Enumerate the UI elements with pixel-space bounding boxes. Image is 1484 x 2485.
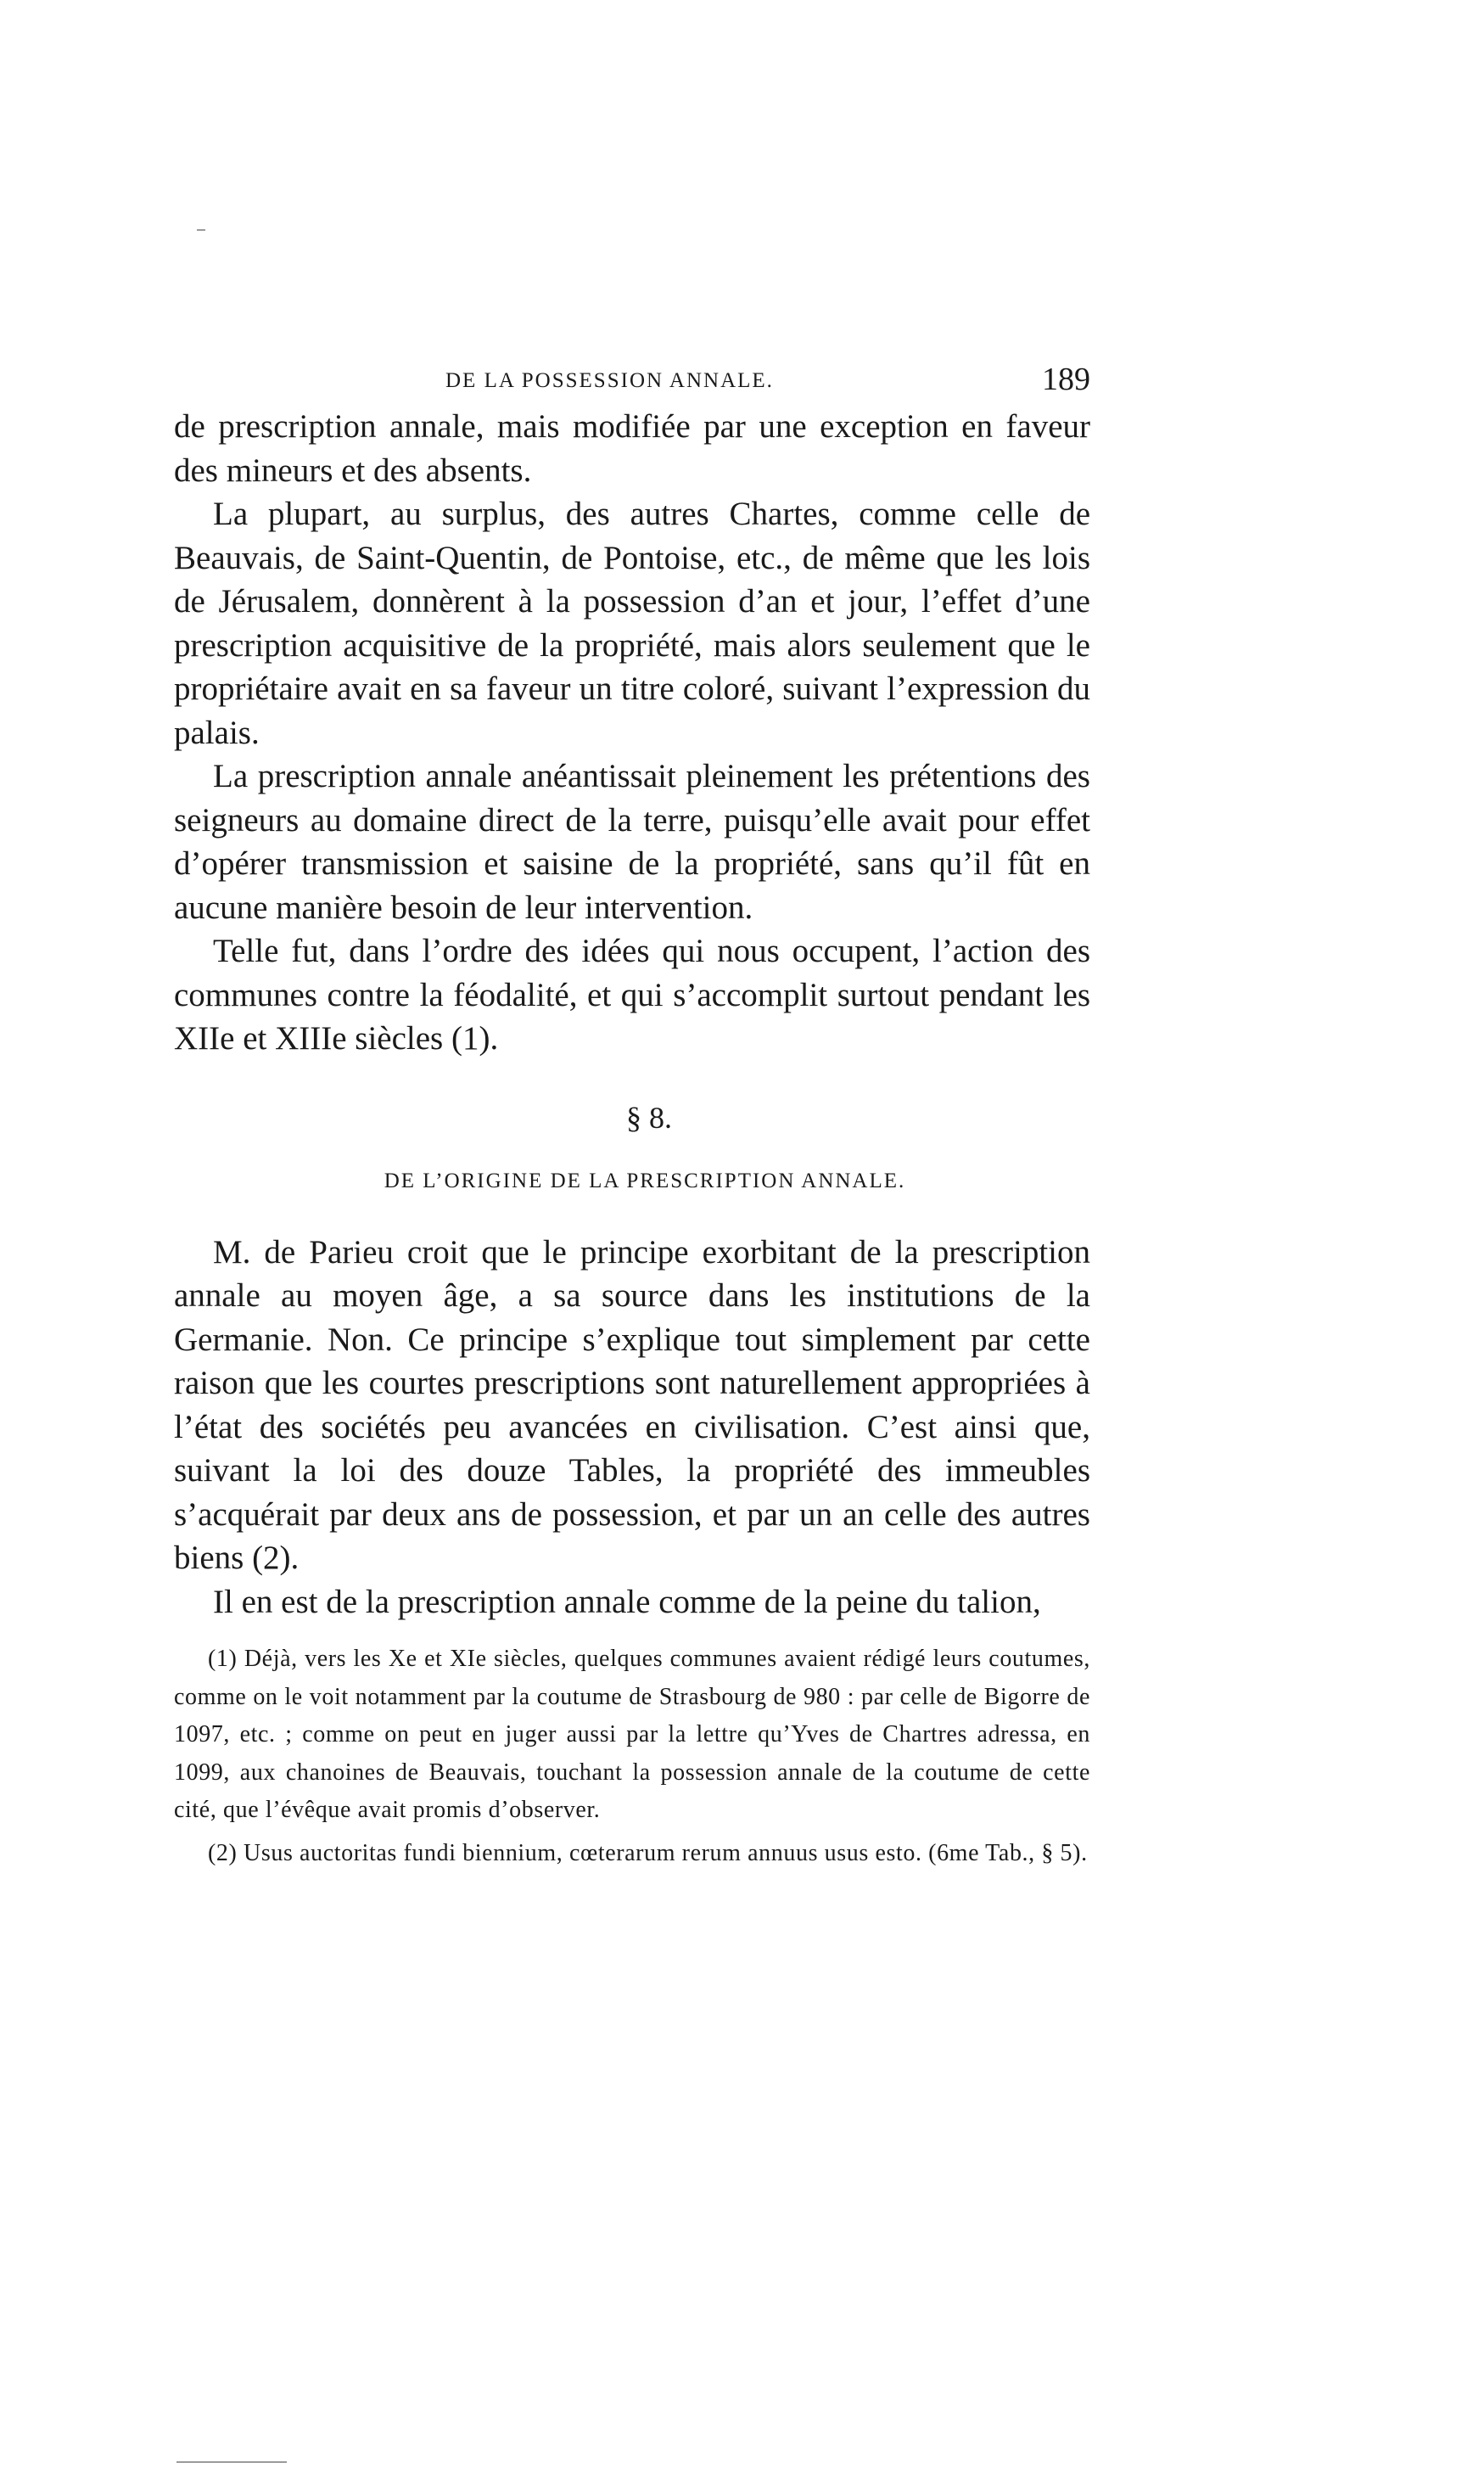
paragraph-continuation: de prescription annale, mais modifiée par une exception en faveur des mineurs et des absents. [174, 408, 1090, 489]
paragraph: La plupart, au surplus, des autres Chartes, comme celle de Beauvais, de Saint-Quentin, de Pontoise, etc., de même que les lois de Jérusalem, donnèrent à la possession d’an et jour, l’effet d’une prescription acquisitive de la propriété, mais alors seulement que le propriétaire avait en sa faveur un titre coloré, suivant l’expression du palais. [174, 496, 1090, 751]
footnote-2: (2) Usus auctoritas fundi biennium, cœterarum rerum annuus usus esto. (6me Tab., § 5). [208, 1839, 1088, 1866]
paragraph: M. de Parieu croit que le principe exorbitant de la prescription annale au moyen âge, a sa source dans les institutions de la Germanie. Non. Ce principe s’explique tout simplement par cette raison que les courtes prescriptions sont naturellement appropriées à l’état des sociétés peu avancées en civilisation. C’est ainsi que, suivant la loi des douze Tables, la propriété des immeubles s’acquérait par deux ans de possession, et par un an celle des autres biens (2). [174, 1233, 1090, 1576]
scan-edge-mark [197, 229, 205, 231]
scan-edge-mark [176, 2461, 287, 2463]
book-page [174, 361, 1090, 1872]
paragraph: Telle fut, dans l’ordre des idées qui nous occupent, l’action des communes contre la féodalité, et qui s’accomplit surtout pendant les XIIe et XIIIe siècles (1). [174, 933, 1090, 1057]
footnotes [174, 1641, 1090, 1872]
running-head [174, 361, 1090, 405]
footnote-1: (1) Déjà, vers les Xe et XIe siècles, quelques communes avaient rédigé leurs coutumes, comme on le voit notamment par la coutume de Strasbourg de 980 : par celle de Bigorre de 1097, etc. ; comme on peut en juger aussi par la lettre qu’Yves de Chartres adressa, en 1099, aux chanoines de Beauvais, touchant la possession annale de la coutume de cette cité, que l’évêque avait promis d’observer. [174, 1646, 1090, 1823]
body-text [174, 405, 1090, 1061]
page-number: 189 [1042, 362, 1090, 397]
paragraph: La prescription annale anéantissait pleinement les prétentions des seigneurs au domaine direct de la terre, puisqu’elle avait pour effet d’opérer transmission et saisine de la propriété, sans qu’il fût en aucune manière besoin de leur intervention. [174, 758, 1090, 926]
running-title: DE LA POSSESSION ANNALE. [445, 369, 774, 392]
section-body-text [174, 1231, 1090, 1624]
section-mark: § 8. [626, 1100, 672, 1135]
section-title: DE L’ORIGINE DE LA PRESCRIPTION ANNALE. [384, 1169, 906, 1192]
paragraph: Il en est de la prescription annale comme de la peine du talion, [213, 1583, 1041, 1620]
